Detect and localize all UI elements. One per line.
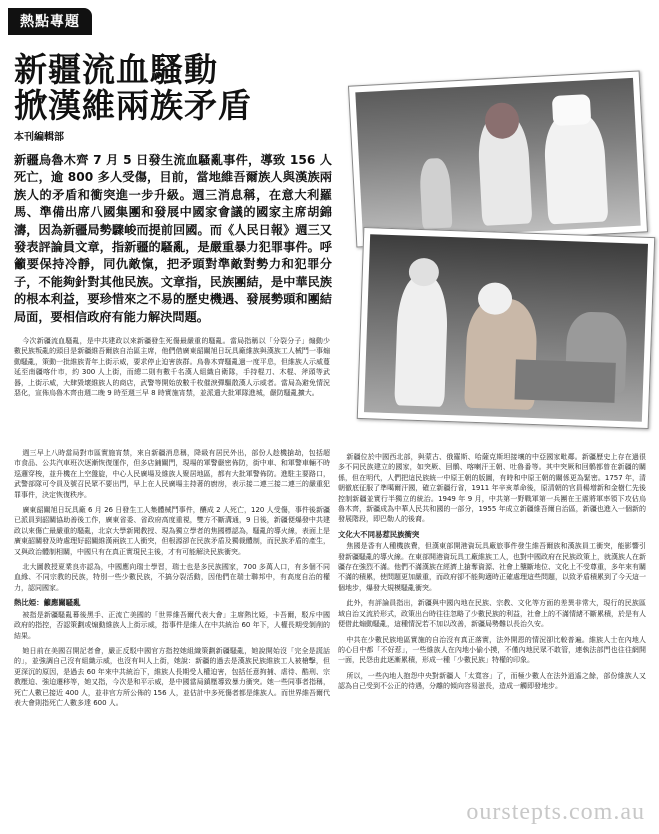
- body-paragraph: 新疆位於中國西北部，與蒙古、俄羅斯、哈薩克斯坦接壤的中亞國家毗鄰。新疆歷史上存在過很多不同民族建立的國家，如突厥、回鶻、喀喇汗王朝、吐魯番等。其中突厥和回鶻都曾在新疆的關係，但在明代，人們把這民族統一中原王朝的版圖，有時和中原王朝的關係更為緊密。1757 年，清朝徹底征服了準噶爾汗國，確立新疆行省，1911 年辛亥革命後，原清朝的官員楊增新和金樹仁先後控制新疆並實行半獨立的統治。1949 年 9 月，中共第一野戰軍第一兵團在王震將軍率領下攻佔烏魯木齊，新疆成為中華人民共和國的一部分，1955 年成立新疆維吾爾自治區，新疆也進入一個新的發展階段，即巴勒人的後裔。: [338, 453, 646, 524]
- headline-line-1: 新疆流血騷動: [14, 50, 218, 89]
- section-tag: 熱點專題: [8, 8, 92, 35]
- body-paragraph: 週三早上八時當局對市區實施宵禁，來自新疆消息稱，降級有居民外出，部份人趁機搶劫，包括超市食品、公共汽車班次逐漸恢復運作，但多店鋪關門，現場的軍警嚴密佈防，街中車、和軍警車輛不時巡邏穿梭，並升機在上空盤旋，中心人民廣場及維族人聚居地區，都有大批軍警佈防。進駐主要路口，武警部隊可令員及號召民眾不要出門，早上在人民廣場主持著的廚房，表示接二連三接二連三的嚴重犯罪事件，決定恢復秩序。: [14, 449, 330, 499]
- headline-line-2: 掀漢維兩族矛盾: [14, 86, 252, 125]
- body-column-left: [14, 448, 330, 713]
- byline: 本刊編輯部: [14, 132, 64, 143]
- body-paragraph: 北大圖教授夏業良亦認為，中國應向瑞士學習，瑞士也是多民族國家，700 多萬人口，有多個不同血緣、不同宗教的民族，特別一些少數民族，不搞分裂活動，因他們在瑞士聯邦中，有高度自治的權力，認同國家。: [14, 563, 330, 592]
- body-paragraph: 中共在少數民族地區實施的自治沒有真正落實，法外開恩的情況卻比較普遍。維族人士在內地人的心目中都「不好惹」，一些維族人在內地小偷小摸，不僅內地民眾不敢管，連執法部門也往往網開一面，民怨由此逐漸累積，形成一種「少數民族」特權的印象。: [338, 635, 646, 665]
- body-paragraph: 此外，有評論員指出，新疆與中國內地在民族、宗教、文化等方面的差異非常大，現行的民族區域自治又流於形式，政策出台時往往忽略了少數民族的利益，社會上的不滿情緒不斷累積，於是有人便借此煽動騷亂，這種情況若不加以改善，新疆局勢難以長治久安。: [338, 599, 646, 629]
- headline: [14, 52, 252, 124]
- lead-paragraph: 新疆烏魯木齊 7 月 5 日發生流血騷亂事件，導致 156 人死亡，逾 800 多人受傷，目前，當地維吾爾族人與漢族兩族人的矛盾和衝突進一步升級。週三消息稱，在意大利羅馬、準備出席八國集團和發展中國家會議的國家主席胡錦濤，因為新疆局勢驟峻而提前回國。而《人民日報》週三又發表評論員文章，指新疆的騷亂，是嚴重暴力犯罪事件。呼籲要保持冷靜，同仇敵愾，把矛頭對準敵對勢力和犯罪分子，不能夠針對其他民族。文章指，民族團結，是中華民族的根本利益，要珍惜來之不易的歷史機遇、發展勢頭和團結局面，要相信政府有能力解決問題。: [14, 153, 332, 324]
- body-paragraph: 廣東韶關旭日玩具廠 6 月 26 日發生工人集體械鬥事件，釀成 2 人死亡，120 人受傷，事件後新疆已派員到韶關協助善後工作，廣東省委、省政府高度重視，雙方不斷溝通，9 日後，新疆便爆發中共建政以來傷亡最嚴重的騷亂，北京大學新聞教授、現為獨立學者的焦國標認為，騷亂的導火線，表面上是廣東韶關發及時處理好韶關維漢兩族工人衝突，但根源卻在民族矛盾及獨裁體制，而民族矛盾的產生，又與政治體制相關，中國只有在真正實現民主後，才有可能解決民族衝突。: [14, 506, 330, 556]
- subheading: 熱比婭：籲應關騷亂: [14, 598, 81, 608]
- body-paragraph: 被指是新疆騷亂幕後黑手、正流亡美國的「世界維吾爾代表大會」主席熱比婭，卡吾爾，駁斥中國政府的指控，否認策劃或煽動維族人上街示威，指事件是維人在中共統治 60 年下，人權長期受剝削的結果。: [14, 610, 330, 640]
- body-column-right: [338, 452, 646, 697]
- body-paragraph: 焦國是香有人種機族費，但漢東部開港資玩具廠旅事件發生維吾爾族和漢族員工衝突，能影響引發新疆騷亂的導火線。在東部開港資玩具工廠維族工人，也對中國政府在民族政策上，就漢族人在新疆存在強烈不滿。他們不滿漢族在經濟上搶奪資源、社會上壟斷地位、文化上不受尊重，多年來有關不滿的積累，使問題更加嚴重，而政府卻不能夠適時正確處理這些問題，以致矛盾積累到了今天這一個地步，爆發大規模騷亂衝突。: [338, 542, 646, 592]
- photo-hospital-ward: [357, 227, 656, 429]
- photo-injured-patient: [348, 70, 648, 247]
- body-paragraph: 她日前在美國召開記者會，嚴正反駁中國官方指控她組織策劃新疆騷亂，她說開始沒「完全是謊話的」，並強調自己沒有組織示威，也沒有叫人上街，她說：新疆的過去是漢族民族維族工人被槍擊，但更深沉的原因，是過去 60 年來中共統治下，維族人長期受人權迫害，包括任意拘捕、虐待、酷刑、宗教壓迫、強迫遷移等，她又指，今次是和平示威，是中國當局鎮壓導致暴力衝突。她一些同事者指稱，死亡人數已接近 400 人，並非官方所公佈的 156 人，並估計中多死傷者都是維族人。而世界維吾爾代表大會則指死亡人數多達 600 人。: [14, 646, 330, 707]
- body-column-top: [14, 336, 330, 403]
- watermark-logo: ourstepts.com.au: [466, 799, 645, 825]
- body-paragraph: 所以，一些內地人抱怨中央對新疆人「太寬容」了，而極少數人在法外逍遙之餘，部份維族人又認為自己受到不公正的待遇，分離的傾向容易滋長，造成一觸即發地步。: [338, 671, 646, 691]
- body-paragraph: 今次新疆流血騷亂，是中共建政以來新疆發生死傷最嚴重的騷亂。當局指稱以「分裂分子」煽動少數民族叛亂的頭目是新疆維吾爾族自治區主席，他們借廣東韶關旭日玩具廠維族與漢族工人械鬥一事煽動騷亂，策動一批維族青年上街示威，要求停止迫害族群。烏魯木齊騷亂過一度平息，但維族人示威蔓延至南疆喀什市，約 300 人上街，而總二則有數千名漢人組織自衛隊，手持棍刀、木棍、斧頭等武器，上街示威，大肆毀壞維族人的商店，武警等開始放數千枚催淚彈驅散漢人示威者。當局為避免情況惡化，宣佈烏魯木齊由週二晚 9 時至週三早 8 時實施宵禁，並派遣大批軍隊進城，嚴防騷亂擴大。: [14, 337, 330, 398]
- subheading: 文化大不同易惹民族衝突: [338, 529, 420, 539]
